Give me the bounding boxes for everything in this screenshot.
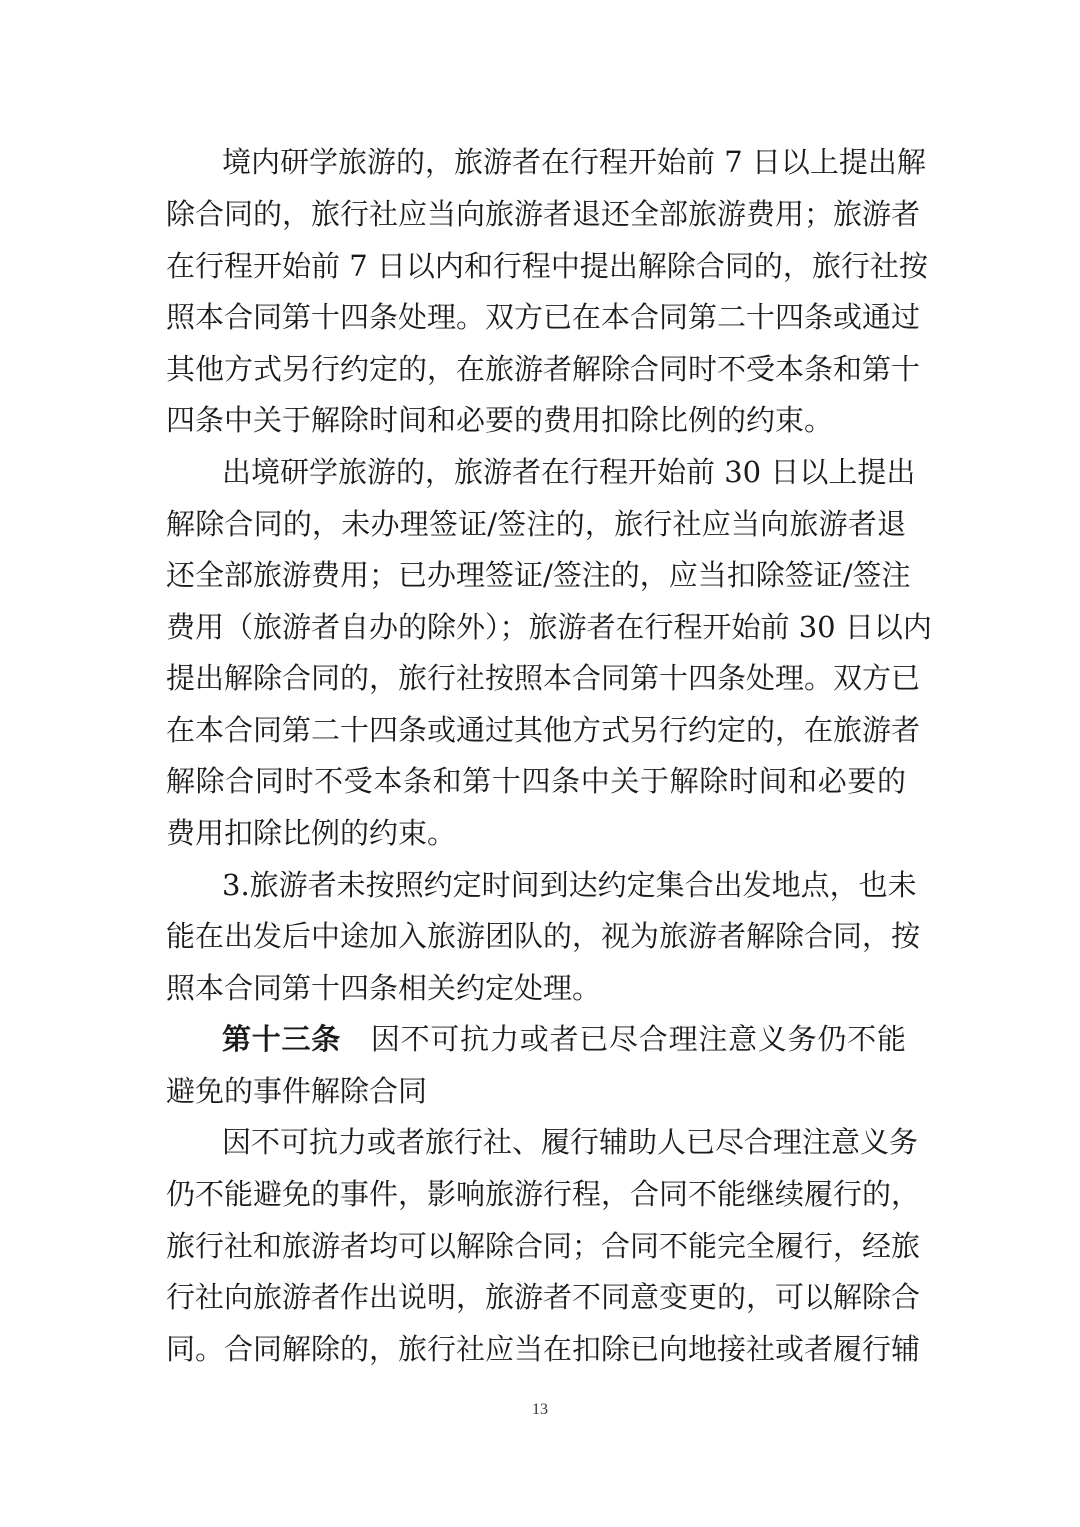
paragraph-1-line-6: 四条中关于解除时间和必要的费用扣除比例的约束。 — [166, 403, 834, 437]
paragraph-1-line-5: 其他方式另行约定的，在旅游者解除合同时不受本条和第十 — [166, 352, 921, 386]
paragraph-3-line-2: 能在出发后中途加入旅游团队的，视为旅游者解除合同，按 — [166, 919, 921, 953]
paragraph-2-line-1: 出境研学旅游的，旅游者在行程开始前 30 日以上提出 — [222, 455, 916, 489]
paragraph-2-line-5: 提出解除合同的，旅行社按照本合同第十四条处理。双方已 — [166, 661, 921, 695]
paragraph-1-line-1: 境内研学旅游的，旅游者在行程开始前 7 日以上提出解 — [222, 145, 926, 179]
article-paragraph-line-5: 同。合同解除的，旅行社应当在扣除已向地接社或者履行辅 — [166, 1332, 921, 1366]
paragraph-1-line-2: 除合同的，旅行社应当向旅游者退还全部旅游费用；旅游者 — [166, 197, 921, 231]
paragraph-2-line-8: 费用扣除比例的约束。 — [166, 816, 457, 850]
paragraph-3-line-3: 照本合同第十四条相关约定处理。 — [166, 971, 602, 1005]
paragraph-1-line-4: 照本合同第十四条处理。双方已在本合同第二十四条或通过 — [166, 300, 921, 334]
paragraph-2-line-6: 在本合同第二十四条或通过其他方式另行约定的，在旅游者 — [166, 713, 921, 747]
article-paragraph-line-2: 仍不能避免的事件，影响旅游行程，合同不能继续履行的， — [166, 1177, 921, 1211]
article-paragraph-line-1: 因不可抗力或者旅行社、履行辅助人已尽合理注意义务 — [222, 1125, 919, 1159]
paragraph-2-line-4: 费用（旅游者自办的除外）；旅游者在行程开始前 30 日以内 — [166, 610, 932, 644]
paragraph-2-line-7: 解除合同时不受本条和第十四条中关于解除时间和必要的 — [166, 764, 906, 798]
article-title-line-1: 因不可抗力或者已尽合理注意义务仍不能 — [370, 1022, 906, 1056]
article-number: 第十三条 — [222, 1022, 342, 1056]
page-number: 13 — [532, 1401, 548, 1418]
paragraph-3-line-1: 3.旅游者未按照约定时间到达约定集合出发地点，也未 — [222, 868, 917, 902]
article-paragraph-line-3: 旅行社和旅游者均可以解除合同；合同不能完全履行，经旅 — [166, 1229, 921, 1263]
paragraph-2-line-3: 还全部旅游费用；已办理签证/签注的，应当扣除签证/签注 — [166, 558, 911, 592]
paragraph-2-line-2: 解除合同的，未办理签证/签注的，旅行社应当向旅游者退 — [166, 507, 906, 541]
paragraph-1-line-3: 在行程开始前 7 日以内和行程中提出解除合同的，旅行社按 — [166, 249, 928, 283]
article-heading — [222, 1013, 906, 1065]
article-title-line-2: 避免的事件解除合同 — [166, 1074, 428, 1108]
article-paragraph-line-4: 行社向旅游者作出说明，旅游者不同意变更的，可以解除合 — [166, 1280, 921, 1314]
